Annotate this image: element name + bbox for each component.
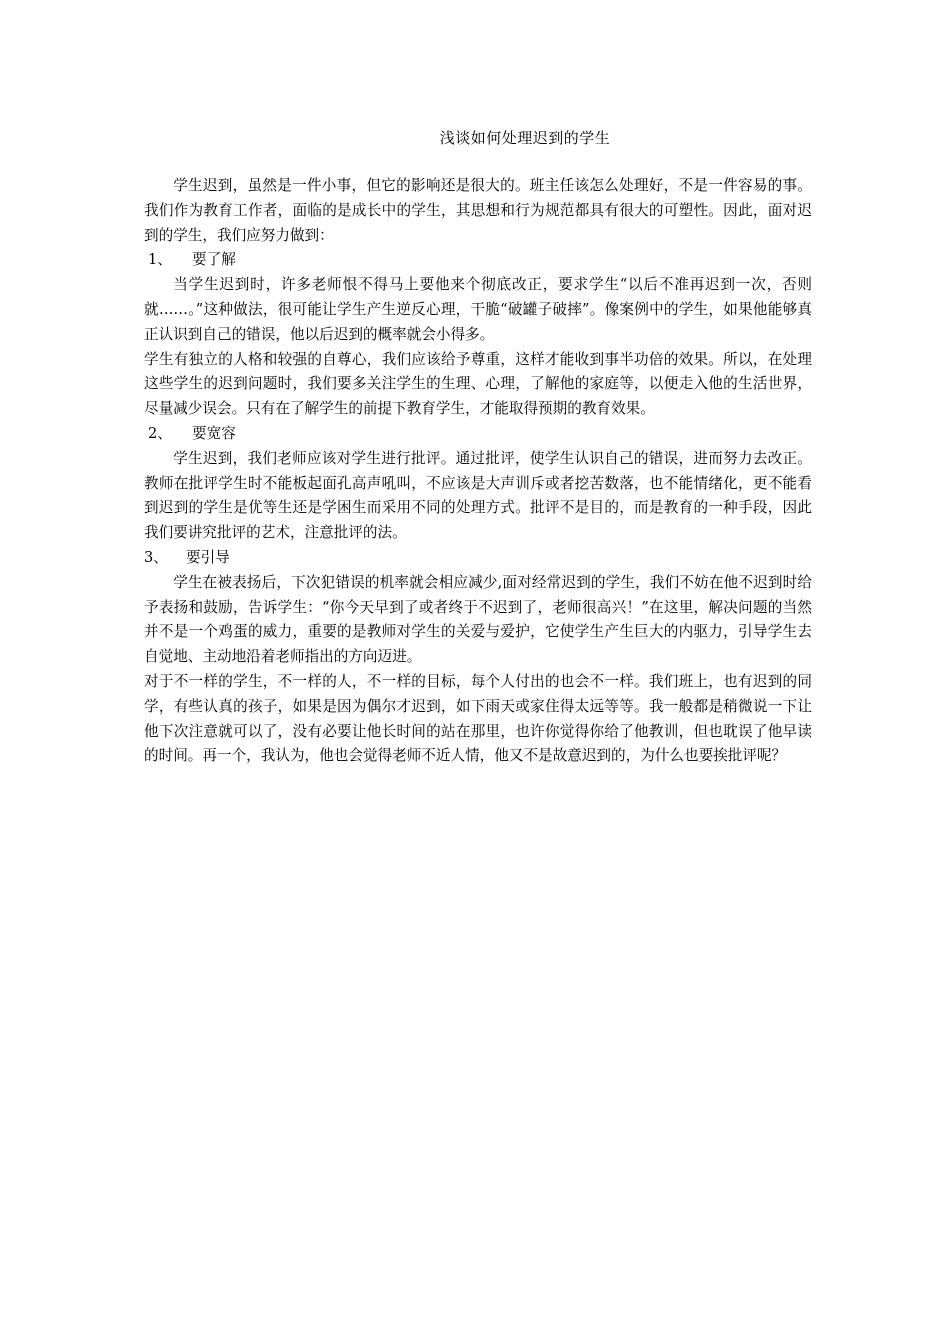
section-1-paragraph-2: 学生有独立的人格和较强的自尊心，我们应该给予尊重，这样才能收到事半功倍的效果。所以，在处理这些学生的迟到问题时，我们要多关注学生的生理、心理，了解他的家庭等，以便走入他的生活世界，尽量减少误会。只有在了解学生的前提下教育学生，才能取得预期的教育效果。 bbox=[144, 350, 812, 418]
intro-paragraph: 学生迟到，虽然是一件小事，但它的影响还是很大的。班主任该怎么处理好，不是一件容易的事。我们作为教育工作者，面临的是成长中的学生，其思想和行为规范都具有很大的可塑性。因此，面对迟到的学生，我们应努力做到： bbox=[144, 177, 812, 244]
section-2-paragraph-1: 学生迟到，我们老师应该对学生进行批评。通过批评，使学生认识自己的错误，进而努力去改正。教师在批评学生时不能板起面孔高声吼叫，不应该是大声训斥或者挖苦数落，也不能情绪化，更不能看到迟到的学生是优等生还是学困生而采用不同的处理方式。批评不是目的，而是教育的一种手段，因此我们要讲究批评的艺术，注意批评的法。 bbox=[144, 449, 812, 542]
section-title: 要引导 bbox=[186, 548, 230, 566]
section-3-paragraph-2: 对于不一样的学生，不一样的人，不一样的目标，每个人付出的也会不一样。我们班上，也有迟到的同学，有些认真的孩子，如果是因为偶尔才迟到，如下雨天或家住得太远等等。我一般都是稍微说一下让他下次注意就可以了，没有必要让他长时间的站在那里，也许你觉得你给了他教训，但也耽误了他早读的时间。再一个，我认为，他也会觉得老师不近人情，他又不是故意迟到的，为什么也要挨批评呢？ bbox=[144, 672, 812, 765]
section-number: 2、 bbox=[148, 424, 172, 442]
section-title: 要了解 bbox=[192, 251, 236, 269]
document-body bbox=[144, 174, 812, 769]
section-3-paragraph-1: 学生在被表扬后，下次犯错误的机率就会相应减少,面对经常迟到的学生，我们不妨在他不迟到时给予表扬和鼓励，告诉学生：“你今天早到了或者终于不迟到了，老师很高兴！”在这里，解决问题的当然并不是一个鸡蛋的威力，重要的是教师对学生的关爱与爱护，它使学生产生巨大的内驱力，引导学生去自觉地、主动地沿着老师指出的方向迈进。 bbox=[144, 573, 812, 666]
section-number: 1、 bbox=[148, 251, 172, 269]
section-1-paragraph-1: 当学生迟到时，许多老师恨不得马上要他来个彻底改正，要求学生“以后不准再迟到一次，否则就……。”这种做法，很可能让学生产生逆反心理，干脆“破罐子破摔”。像案例中的学生，如果他能够真正认识到自己的错误，他以后迟到的概率就会小得多。 bbox=[144, 276, 812, 343]
document-title: 浅谈如何处理迟到的学生 bbox=[439, 129, 611, 147]
section-heading-2 bbox=[144, 422, 812, 447]
section-heading-3 bbox=[144, 546, 812, 571]
section-number: 3、 bbox=[144, 548, 168, 566]
section-heading-1 bbox=[144, 248, 812, 273]
section-title: 要宽容 bbox=[192, 424, 236, 442]
